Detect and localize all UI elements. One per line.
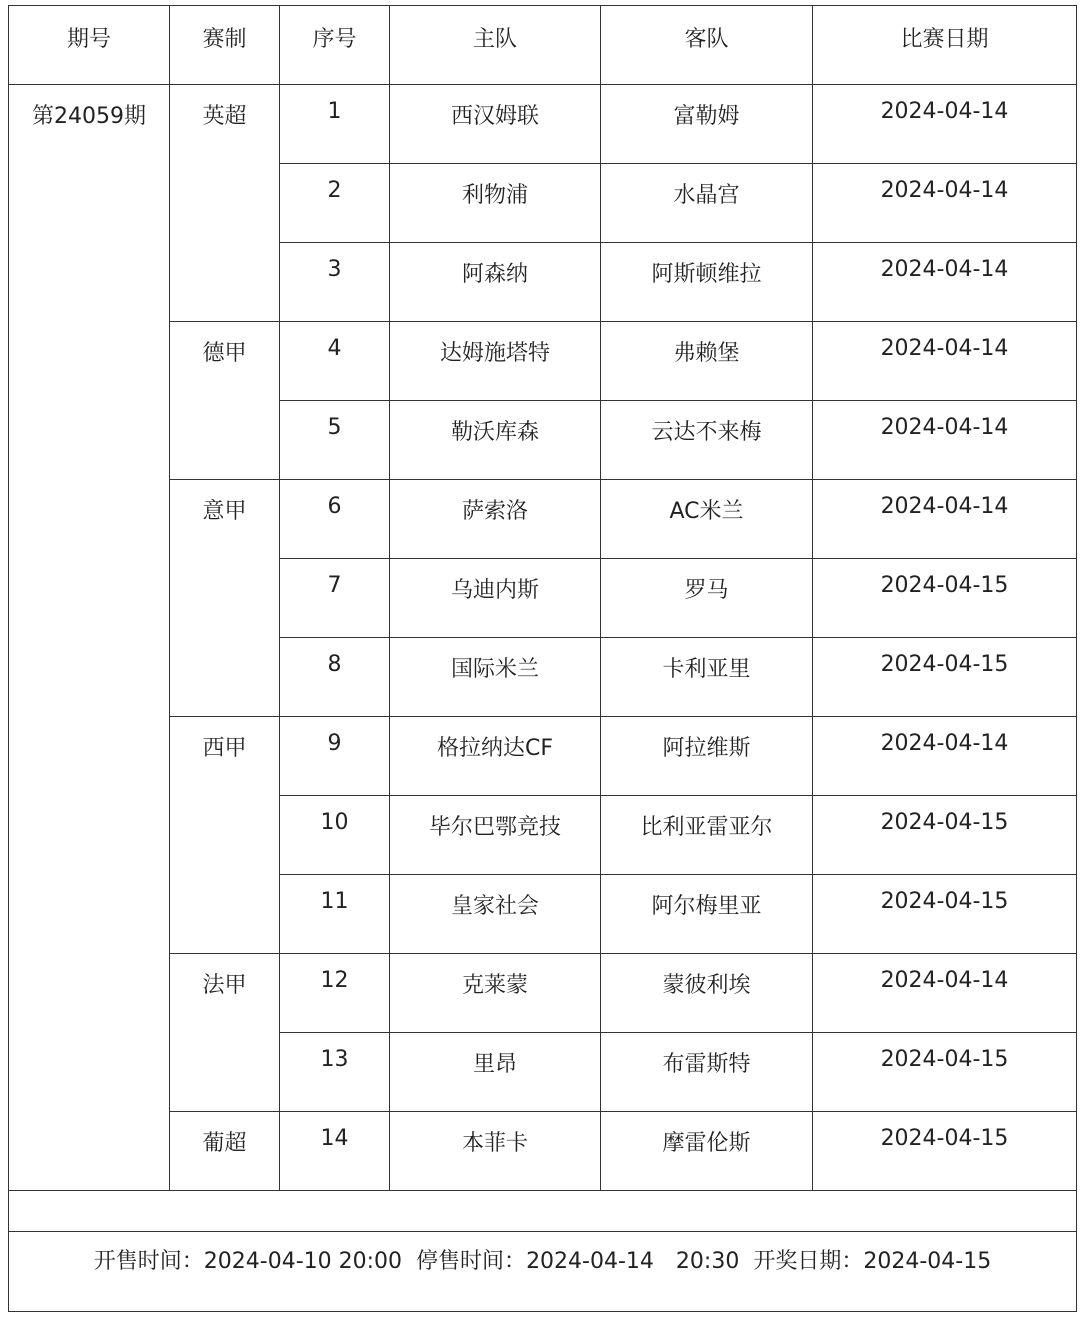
home-team: 国际米兰 <box>390 638 601 717</box>
away-team: 云达不来梅 <box>601 401 813 480</box>
match-date: 2024-04-15 <box>813 875 1077 954</box>
match-number: 5 <box>280 401 390 480</box>
match-date: 2024-04-15 <box>813 796 1077 875</box>
away-team: 弗赖堡 <box>601 322 813 401</box>
match-number: 2 <box>280 164 390 243</box>
match-number: 10 <box>280 796 390 875</box>
header-index: 序号 <box>280 6 390 85</box>
away-team: 比利亚雷亚尔 <box>601 796 813 875</box>
table-row <box>9 480 1077 559</box>
away-team: 富勒姆 <box>601 85 813 164</box>
match-date: 2024-04-14 <box>813 164 1077 243</box>
header-away-team: 客队 <box>601 6 813 85</box>
home-team: 阿森纳 <box>390 243 601 322</box>
home-team: 里昂 <box>390 1033 601 1112</box>
match-date: 2024-04-14 <box>813 954 1077 1033</box>
away-team: 布雷斯特 <box>601 1033 813 1112</box>
match-number: 3 <box>280 243 390 322</box>
away-team: 阿斯顿维拉 <box>601 243 813 322</box>
table-row <box>9 954 1077 1033</box>
match-number: 9 <box>280 717 390 796</box>
home-team: 毕尔巴鄂竞技 <box>390 796 601 875</box>
home-team: 达姆施塔特 <box>390 322 601 401</box>
match-date: 2024-04-14 <box>813 85 1077 164</box>
match-number: 12 <box>280 954 390 1033</box>
away-team: 阿拉维斯 <box>601 717 813 796</box>
home-team: 克莱蒙 <box>390 954 601 1033</box>
away-team: 水晶宫 <box>601 164 813 243</box>
header-period: 期号 <box>9 6 170 85</box>
match-date: 2024-04-15 <box>813 559 1077 638</box>
away-team: 阿尔梅里亚 <box>601 875 813 954</box>
sale-start-label: 开售时间： <box>93 1249 204 1274</box>
table-row <box>9 1112 1077 1191</box>
league-cell: 德甲 <box>170 322 280 480</box>
match-date: 2024-04-15 <box>813 1033 1077 1112</box>
table-row <box>9 85 1077 164</box>
league-cell: 葡超 <box>170 1112 280 1191</box>
sale-info <box>9 1232 1077 1312</box>
sale-start-time: 2024-04-10 20:00 <box>203 1249 403 1274</box>
sale-stop-time: 2024-04-14 20:30 <box>526 1249 740 1274</box>
match-date: 2024-04-14 <box>813 480 1077 559</box>
match-date: 2024-04-14 <box>813 717 1077 796</box>
schedule-body <box>9 85 1077 1312</box>
header-league: 赛制 <box>170 6 280 85</box>
match-number: 8 <box>280 638 390 717</box>
home-team: 勒沃库森 <box>390 401 601 480</box>
away-team: 摩雷伦斯 <box>601 1112 813 1191</box>
home-team: 西汉姆联 <box>390 85 601 164</box>
match-schedule-table <box>8 5 1077 1312</box>
match-number: 7 <box>280 559 390 638</box>
header-home-team: 主队 <box>390 6 601 85</box>
away-team: 蒙彼利埃 <box>601 954 813 1033</box>
away-team: 罗马 <box>601 559 813 638</box>
home-team: 乌迪内斯 <box>390 559 601 638</box>
home-team: 本菲卡 <box>390 1112 601 1191</box>
match-date: 2024-04-14 <box>813 322 1077 401</box>
match-number: 1 <box>280 85 390 164</box>
match-number: 11 <box>280 875 390 954</box>
header-match-date: 比赛日期 <box>813 6 1077 85</box>
home-team: 皇家社会 <box>390 875 601 954</box>
period-cell: 第24059期 <box>9 85 170 1191</box>
header-row <box>9 6 1077 85</box>
match-number: 14 <box>280 1112 390 1191</box>
footer-row <box>9 1232 1077 1312</box>
away-team: AC米兰 <box>601 480 813 559</box>
league-cell: 意甲 <box>170 480 280 717</box>
match-date: 2024-04-14 <box>813 243 1077 322</box>
away-team: 卡利亚里 <box>601 638 813 717</box>
table-row <box>9 322 1077 401</box>
blank-cell <box>9 1191 1077 1232</box>
blank-row <box>9 1191 1077 1232</box>
table-row <box>9 717 1077 796</box>
match-date: 2024-04-15 <box>813 1112 1077 1191</box>
sale-stop-label: 停售时间： <box>416 1249 527 1274</box>
match-date: 2024-04-14 <box>813 401 1077 480</box>
home-team: 利物浦 <box>390 164 601 243</box>
match-date: 2024-04-15 <box>813 638 1077 717</box>
draw-date: 2024-04-15 <box>863 1249 992 1274</box>
league-cell: 英超 <box>170 85 280 322</box>
home-team: 萨索洛 <box>390 480 601 559</box>
match-number: 6 <box>280 480 390 559</box>
match-number: 13 <box>280 1033 390 1112</box>
home-team: 格拉纳达CF <box>390 717 601 796</box>
draw-date-label: 开奖日期： <box>753 1249 864 1274</box>
league-cell: 法甲 <box>170 954 280 1112</box>
match-number: 4 <box>280 322 390 401</box>
league-cell: 西甲 <box>170 717 280 954</box>
